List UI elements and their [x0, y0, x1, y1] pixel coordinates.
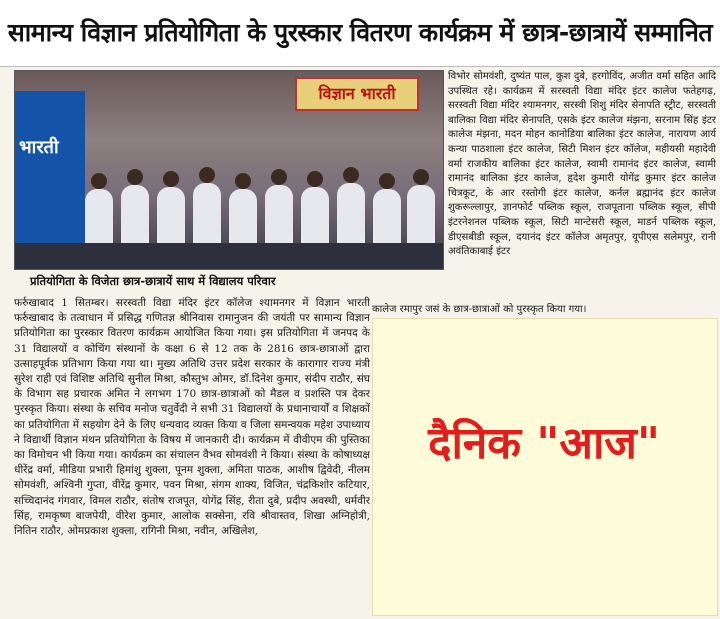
- photo-side-banner: भारती: [15, 91, 85, 251]
- photo-caption: प्रतियोगिता के विजेता छात्र-छात्रायें साथ में विद्यालय परिवार: [30, 274, 276, 288]
- photo-students-group: [85, 139, 435, 259]
- photo-stage-banner: विज्ञान भारती: [295, 77, 419, 111]
- newspaper-name: दैनिक "आज": [428, 418, 660, 469]
- adjacent-article-edge: [0, 70, 12, 610]
- photo-stage-floor: [15, 243, 443, 269]
- article-body: फर्रुखाबाद 1 सितम्बर। सरस्वती विद्या मंदिर इंटर कॉलेज श्यामनगर में विज्ञान भारती फर्रुखाबाद के तत्वाधान में प्रसिद्ध गणितज्ञ श्रीनिवास रामानुजन की जयंती पर सामान्य विज्ञान प्रतियोगिता का पुरस्कार वितरण कार्यक्रम आयोजित किया गया। इस प्रतियोगिता में जनपद के 31 विद्यालयों व कोचिंग संस्थानों के कक्षा 6 से 12 तक के 2816 छात्र-छात्राओं द्वारा उत्साहपूर्वक प्रतिभाग किया गया था। मुख्य अतिथि उत्तर प्रदेश सरकार के कारागार राज्य मंत्री सुरेश राही एवं विशिष्ट अतिथि सुनील मिश्रा, कौस्तुभ ओमर, डॉ.दिनेश कुमार, संदीप राठौर, संघ के विभाग सह प्रचारक अमित ने लगभग 170 छात्र-छात्राओं को मैडल व प्रशस्ति पत्र देकर पुरस्कृत किया। संस्था के सचिव मनोज चतुर्वेदी ने सभी 31 विद्यालयों के प्रधानाचार्यों व शिक्षकों का प्रतियोगिता में सहयोग देने के लिए धन्यवाद व्यक्त किया व जिला समन्वयक महेश उपाध्याय ने विद्यार्थी विज्ञान मंथन प्रतियोगिता के विषय में जानकारी दी। कार्यक्रम में वीवीएम की पुस्तिका का विमोचन भी किया गया। कार्यक्रम का संचालन वैभव सोमवंशी ने किया। संस्था के कोषाध्यक्ष धीरेंद्र वर्मा, मीडिया प्रभारी हिमांशु शुक्ला, पूनम शुक्ला, अमिता पाठक, आशीष द्विवेदी, नीलम सोमवंशी, अश्विनी गुप्ता, वीरेंद्र कुमार, पवन मिश्रा, संगम शाक्य, विजित, चंद्रकिशोर कटियार, सच्चिदानंद गंगवार, विमल राठौर, संतोष राजपूत, योगेंद्र सिंह, रीता दुबे, प्रदीप अवस्थी, धर्मवीर सिंह, रामकृष्ण बाजपेयी, वीरेश कुमार, आलोक सक्सेना, रवि श्रीवास्तव, शिखा अग्निहोत्री, नितिन राठौर, ओमप्रकाश शुक्ला, रागिनी मिश्रा, नवीन, अखिलेश,: [14, 297, 370, 538]
- news-photo: [14, 70, 444, 270]
- headline: सामान्य विज्ञान प्रतियोगिता के पुरस्कार वितरण कार्यक्रम में छात्र-छात्रायें सम्मानित: [0, 0, 720, 67]
- article-right-column-tail: कालेज रमापुर जसं के छात्र-छात्राओं को पुरस्कृत किया गया।: [372, 304, 587, 315]
- article-right-column: विभोर सोमवंशी, दुष्यंत पाल, कुश दुबे, हरगोविंद, अजीत वर्मा सहित आदि उपस्थित रहे। कार्यक्रम में सरस्वती विद्या मंदिर इंटर कालेज फतेहगढ़, सरस्वती विद्या मंदिर श्यामनगर, सरस्वी शिशु मंदिर सेनापति स्ट्रीट, सरस्वती बालिका विद्या मंदिर सेनापति, एसके इंटर कालेज मंझना, सरनाम सिंह इंटर कालेज मंझना, मदन मोहन कानोडिया बालिका इंटर कालेज, नारायण आर्य कन्या पाठशाला इंटर कालेज, सिटी मिशन इंटर कॉलेज, महीयसी महादेवी वर्मा राजकीय बालिका इंटर कालेज, स्वामी रामानंद इंटर कालेज, स्वामी रामानंद बालिका इंटर कालेज, हृदेश कुमारी योगेंद्र कुमार इंटर कालेज चित्रकूट, के आर रस्तोगी इंटर कालेज, कर्नल ब्रह्मानंद इंटर कालेज शुकरूल्लापुर, ज्ञानफोर्ट पब्लिक स्कूल, राजपूताना पब्लिक स्कूल, सीपी इंटरनेशनल पब्लिक स्कूल, सिटी मान्टेसरी स्कूल, माडर्न पब्लिक स्कूल, डीएसबीडी स्कूल, दयानंद इंटर कॉलेज अमृतपुर, यूपीएस सलेमपुर, रानी अवंतिकाबाई इंटर: [448, 71, 716, 258]
